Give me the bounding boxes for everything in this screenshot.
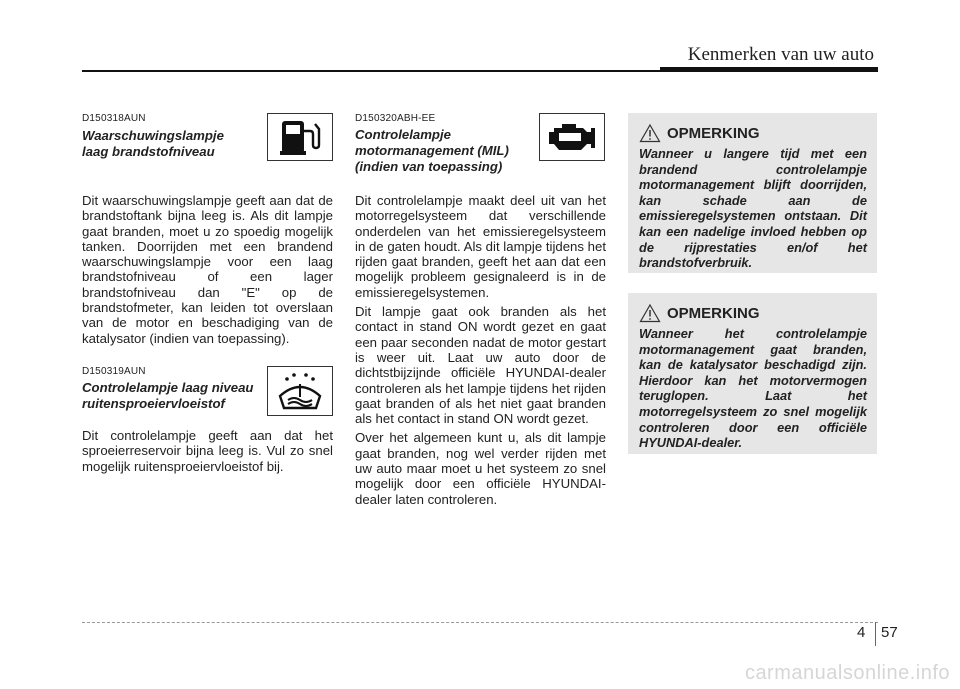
washer-fluid-icon: [275, 370, 325, 412]
note-text-2: Wanneer het controlelampje motormanagement gaat branden, kan de katalysator beschadigd zijn. Hierdoor kan het motorvermogen teruglopen. Laat het motorregelsysteem zo snel mogelijk controleren door een officiële HYUNDAI-dealer.: [639, 326, 867, 451]
fuel-lamp-box: [267, 113, 333, 161]
note-title-2: OPMERKING: [639, 303, 867, 323]
section-code-washer: D150319AUN: [82, 366, 146, 377]
page-number: 57: [881, 624, 898, 641]
chapter-number: 4: [857, 624, 866, 641]
note-box-2: [628, 293, 877, 454]
section-code-fuel: D150318AUN: [82, 113, 146, 124]
section-heading-mil: Controlelampje motormanagement (MIL) (indien van toepassing): [355, 127, 509, 174]
section-heading-washer: Controlelampje laag niveau ruitensproeiervloeistof: [82, 380, 254, 411]
mil-lamp-box: [539, 113, 605, 161]
note-text-1: Wanneer u langere tijd met een brandend controlelampje motormanagement blijft doorrijden, kan schade aan de emissieregelsystemen ontstaan. Dit kan een nadelige invloed hebben op de rijprestaties en/of het brandstofverbruik.: [639, 146, 867, 271]
section-body-fuel: Dit waarschuwingslampje geeft aan dat de brandstoftank bijna leeg is. Als dit lampje gaat branden, moet u zo spoedig mogelijk tanken. Doorrijden met een brandend waarschuwingslampje voor een laag brandstofniveau of een lager brandstofniveau dan "E" op de brandstofmeter, kan leiden tot overslaan van de motor en beschadiging van de katalysator (indien van toepassing).: [82, 193, 333, 346]
header-rule-accent: [660, 67, 878, 71]
fuel-pump-icon: [278, 117, 322, 157]
section-body-washer: Dit controlelampje geeft aan dat het sproeierreservoir bijna leeg is. Vul zo snel mogelijk ruitensproeiervloeistof bij.: [82, 428, 333, 474]
check-engine-icon: [545, 120, 599, 154]
watermark-text: carmanualsonline.info: [744, 662, 950, 684]
washer-lamp-box: [267, 366, 333, 416]
section-body-mil: Dit controlelampje maakt deel uit van het motorregelsysteem dat verschillende onderdelen van het emissieregelsysteem in de gaten houdt. Als dit lampje tijdens het rijden gaat branden, geeft het aan dat een mogelijk probleem gesignaleerd is in de emissieregelsystemen. Dit lampje gaat ook branden als het contact in stand ON wordt gezet en gaat een paar seconden nadat de motor gestart is weer uit. Laat uw auto door de dichtstbijzijnde officiële HYUNDAI-dealer controleren als het lampje tijdens het rijden gaat branden of als het niet gaat branden als het contact in stand ON wordt gezet. Over het algemeen kunt u, als dit lampje gaat branden, nog wel verder rijden met uw auto maar moet u het systeem zo snel mogelijk door een officiële HYUNDAI-dealer laten controleren.: [355, 193, 606, 507]
footer-rule: [82, 622, 878, 623]
note-title-1: OPMERKING: [639, 123, 867, 143]
page-number-divider: [875, 622, 876, 646]
section-heading-fuel: Waarschuwingslampje laag brandstofniveau: [82, 128, 224, 159]
section-code-mil: D150320ABH-EE: [355, 113, 436, 124]
note-box-1: [628, 113, 877, 273]
warning-triangle-icon: [639, 123, 661, 143]
warning-triangle-icon: [639, 303, 661, 323]
page-header-title: Kenmerken van uw auto: [687, 44, 874, 65]
